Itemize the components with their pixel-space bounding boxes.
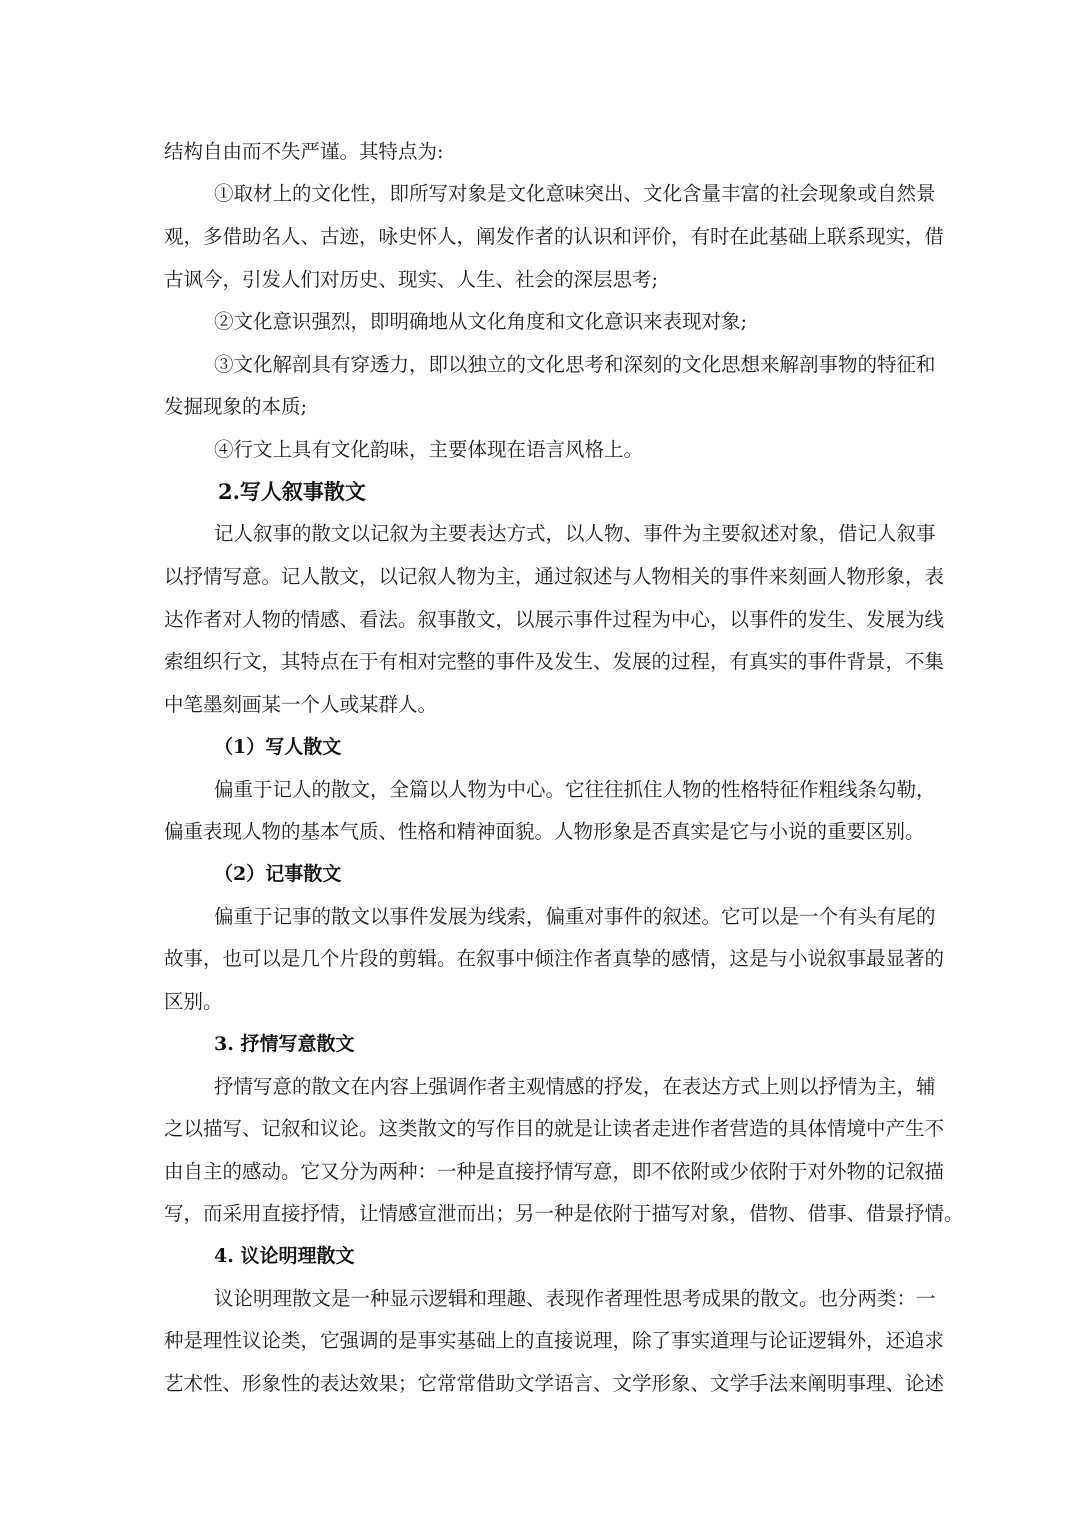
paragraph-line: 之以描写、记叙和议论。这类散文的写作目的就是让读者走进作者营造的具体情境中产生不: [164, 1117, 945, 1140]
paragraph-line: 古讽今，引发人们对历史、现实、人生、社会的深层思考;: [164, 268, 659, 291]
paragraph-line: 结构自由而不失严谨。其特点为:: [164, 140, 444, 163]
section-heading-argument: 4. 议论明理散文: [214, 1245, 355, 1267]
paragraph-line: 故事，也可以是几个片段的剪辑。在叙事中倾注作者真挚的感情，这是与小说叙事最显著的: [164, 947, 945, 970]
paragraph-line: 种是理性议论类，它强调的是事实基础上的直接说理，除了事实道理与论证逻辑外，还追求: [164, 1329, 945, 1352]
paragraph-line: 观，多借助名人、古迹，咏史怀人，阐发作者的认识和评价，有时在此基础上联系现实，借: [164, 225, 945, 248]
paragraph-line: 发掘现象的本质;: [164, 395, 308, 418]
paragraph-line: 达作者对人物的情感、看法。叙事散文，以展示事件过程为中心，以事件的发生、发展为线: [164, 608, 945, 631]
paragraph-line: 以抒情写意。记人散文，以记叙人物为主，通过叙述与人物相关的事件来刻画人物形象，表: [164, 565, 945, 588]
paragraph-line: ④行文上具有文化韵味，主要体现在语言风格上。: [214, 438, 644, 461]
paragraph-line: 中笔墨刻画某一个人或某群人。: [164, 693, 438, 716]
paragraph-line: 议论明理散文是一种显示逻辑和理趣、表现作者理性思考成果的散文。也分两类：一: [214, 1287, 936, 1310]
subsection-heading-portrait: （1）写人散文: [214, 736, 342, 758]
section-heading-lyrical: 3. 抒情写意散文: [214, 1033, 355, 1055]
paragraph-line: ②文化意识强烈，即明确地从文化角度和文化意识来表现对象;: [214, 310, 748, 333]
paragraph-line: 艺术性、形象性的表达效果；它常常借助文学语言、文学形象、文学手法来阐明事理、论述: [164, 1372, 945, 1395]
paragraph-line: 记人叙事的散文以记叙为主要表达方式，以人物、事件为主要叙述对象，借记人叙事: [214, 522, 936, 545]
paragraph-line: 由自主的感动。它又分为两种：一种是直接抒情写意，即不依附或少依附于对外物的记叙描: [164, 1160, 945, 1183]
paragraph-line: 偏重表现人物的基本气质、性格和精神面貌。人物形象是否真实是它与小说的重要区别。: [164, 820, 925, 843]
paragraph-line: 区别。: [164, 990, 223, 1013]
paragraph-line: 偏重于记人的散文，全篇以人物为中心。它往往抓住人物的性格特征作粗线条勾勒，: [214, 778, 936, 801]
paragraph-line: ①取材上的文化性，即所写对象是文化意味突出、文化含量丰富的社会现象或自然景: [214, 182, 936, 205]
paragraph-line: 偏重于记事的散文以事件发展为线索，偏重对事件的叙述。它可以是一个有头有尾的: [214, 905, 936, 928]
paragraph-line: 索组织行文，其特点在于有相对完整的事件及发生、发展的过程，有真实的事件背景，不集: [164, 650, 945, 673]
section-heading-narrative: 2.写人叙事散文: [218, 479, 366, 504]
paragraph-line: 写，而采用直接抒情，让情感宣泄而出；另一种是依附于描写对象，借物、借事、借景抒情。: [164, 1202, 964, 1225]
paragraph-line: ③文化解剖具有穿透力，即以独立的文化思考和深刻的文化思想来解剖事物的特征和: [214, 353, 936, 376]
paragraph-line: 抒情写意的散文在内容上强调作者主观情感的抒发，在表达方式上则以抒情为主，辅: [214, 1075, 936, 1098]
subsection-heading-event: （2）记事散文: [214, 863, 342, 885]
